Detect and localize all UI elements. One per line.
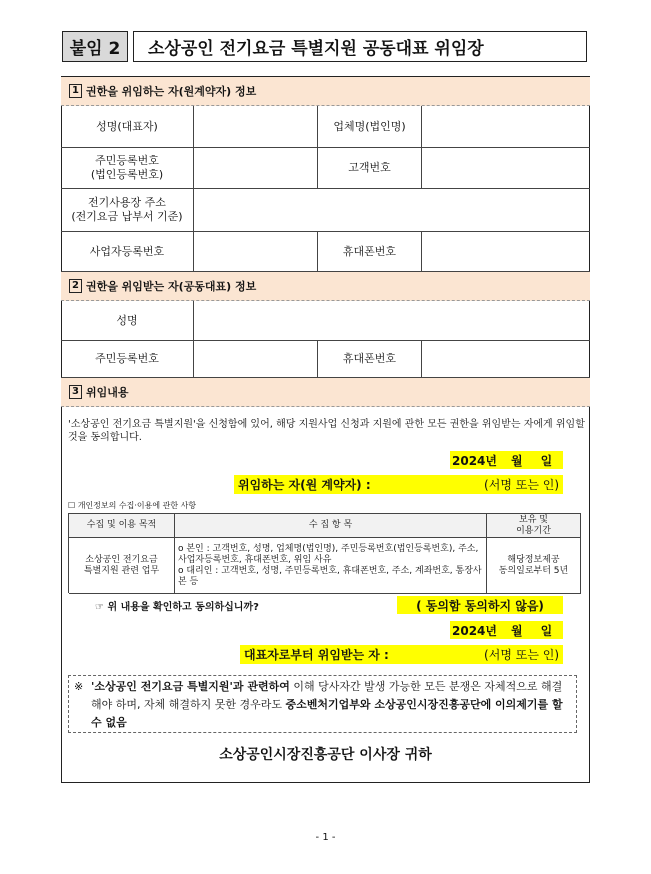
- customer-no-field[interactable]: [422, 148, 590, 189]
- biz-reg-no-field[interactable]: [194, 232, 318, 272]
- label-delegatee-reg-no: 주민등록번호: [61, 341, 194, 378]
- address-field[interactable]: [194, 189, 590, 232]
- section-number: 1: [69, 84, 82, 98]
- addressee: 소상공인시장진흥공단 이사장 귀하: [219, 747, 432, 763]
- consent-paragraph: '소상공인 전기요금 특별지원'을 신청함에 있어, 해당 지원사업 신청과 지원에 관한 모든 권한을 위임받는 자에게 위임할 것을 동의합니다.: [68, 419, 585, 443]
- section2-header: [61, 272, 590, 301]
- col-header-purpose: 수집 및 이용 목적: [69, 514, 175, 538]
- label-address: 전기사용장 주소 (전기요금 납부서 기준): [61, 189, 194, 232]
- consent-subtitle: ☐ 개인정보의 수집·이용에 관한 사항: [68, 501, 197, 510]
- sign-placeholder[interactable]: (서명 또는 인): [484, 648, 559, 662]
- col-header-period: 보유 및 이용기간: [487, 514, 581, 538]
- items-self: o 본인 : 고객번호, 성명, 업체명(법인명), 주민등록번호(법인등록번호), 주소, 사업자등록번호, 휴대폰번호, 위임 사유: [178, 543, 479, 565]
- section-title: 위임내용: [85, 386, 129, 399]
- label-phone: 휴대폰번호: [318, 232, 422, 272]
- delegatee-name-field[interactable]: [194, 301, 590, 341]
- items-agent: o 대리인 : 고객번호, 성명, 주민등록번호, 휴대폰번호, 주소, 계좌번호, 통장사본 등: [178, 565, 482, 587]
- notice-box: [68, 675, 577, 733]
- notice-part2: 이해 당사자간 발생 가능한 모든 분쟁은 자체적으로 해결해야 하며, 자체 해결하지 못한 경우라도: [91, 680, 563, 711]
- purpose-cell: 소상공인 전기요금 특별지원 관련 업무: [69, 538, 175, 594]
- sign-placeholder[interactable]: (서명 또는 인): [484, 478, 559, 492]
- date-line-2: [450, 621, 563, 639]
- label-biz-reg-no: 사업자등록번호: [61, 232, 194, 272]
- month: 월: [511, 623, 523, 638]
- section-title: 권한을 위임하는 자(원계약자) 정보: [85, 85, 257, 98]
- delegator-label: 위임하는 자(원 계약자) :: [238, 478, 371, 492]
- year: 2024년: [452, 453, 497, 468]
- delegator-signature-line: [234, 475, 563, 494]
- label-reg-no: 주민등록번호 (법인등록번호): [61, 148, 194, 189]
- delegatee-signature-line: [240, 645, 563, 664]
- delegatee-label: 대표자로부터 위임받는 자 :: [244, 648, 389, 662]
- phone-field[interactable]: [422, 232, 590, 272]
- section-title: 권한을 위임받는 자(공동대표) 정보: [85, 280, 257, 293]
- notice-mark: ※: [74, 680, 84, 693]
- label-delegatee-phone: 휴대폰번호: [318, 341, 422, 378]
- page-number: - 1 -: [315, 832, 336, 843]
- section3-header: [61, 378, 590, 407]
- day: 일: [540, 623, 553, 638]
- notice-part3: 중소벤처기업부와 소상공인시장진흥공단에 이의제기를 할 수 없음: [91, 698, 563, 729]
- notice-part1: '소상공인 전기요금 특별지원'과 관련하여: [91, 680, 290, 693]
- document-title: 소상공인 전기요금 특별지원 공동대표 위임장: [133, 31, 587, 62]
- section-number: 2: [69, 279, 82, 293]
- section-number: 3: [69, 385, 82, 399]
- confirm-question: ☞ 위 내용을 확인하고 동의하십니까?: [95, 602, 259, 613]
- day: 일: [540, 453, 553, 468]
- agree-option[interactable]: ( 동의함 동의하지 않음): [397, 596, 563, 614]
- period-cell: 해당정보제공 동의일로부터 5년: [487, 538, 581, 594]
- month: 월: [511, 453, 523, 468]
- year: 2024년: [452, 623, 497, 638]
- label-customer-no: 고객번호: [318, 148, 422, 189]
- reg-no-field[interactable]: [194, 148, 318, 189]
- biz-name-field[interactable]: [422, 106, 590, 148]
- consent-table: [68, 513, 581, 593]
- date-line-1: [450, 451, 563, 469]
- label-rep-name: 성명(대표자): [61, 106, 194, 148]
- delegatee-phone-field[interactable]: [422, 341, 590, 378]
- label-delegatee-name: 성명: [61, 301, 194, 341]
- section1-header: [61, 77, 590, 106]
- attachment-badge: 붙임 2: [62, 31, 128, 62]
- label-biz-name: 업체명(법인명): [318, 106, 422, 148]
- delegatee-reg-no-field[interactable]: [194, 341, 318, 378]
- col-header-items: 수 집 항 목: [175, 514, 487, 538]
- items-cell: [175, 538, 487, 594]
- rep-name-field[interactable]: [194, 106, 318, 148]
